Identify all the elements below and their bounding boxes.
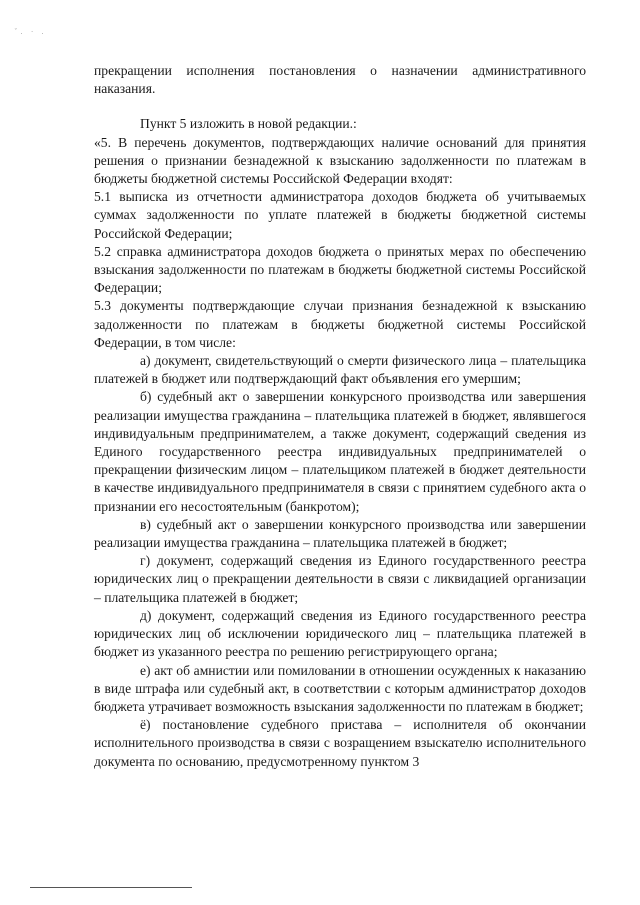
scan-artifact-mark: ˇ. · .	[14, 28, 47, 36]
paragraph-item-5-2: 5.2 справка администратора доходов бюджета о принятых мерах по обеспечению взыскания задолженности по платежам в бюджеты бюджетной системы Российской Федерации;	[94, 243, 586, 296]
paragraph-subitem-yo: ё) постановление судебного пристава – исполнителя об окончании исполнительного производства в связи с возращением взыскателю исполнительного документа по основанию, предусмотренному пунктом 3	[94, 717, 586, 769]
paragraph-subitem-v: в) судебный акт о завершении конкурсного производства или завершении реализации имущества гражданина – плательщика платежей в бюджет;	[94, 516, 586, 551]
paragraph-subitem-d: д) документ, содержащий сведения из Единого государственного реестра юридических лиц об исключении юридического лиц – плательщика платежей в бюджет из указанного реестра по решению регистрирующего органа;	[94, 607, 586, 660]
paragraph-item-5-3: 5.3 документы подтверждающие случаи признания безнадежной к взысканию задолженности по платежам в бюджеты бюджетной системы Российской Федерации, в том числе:	[94, 298, 586, 350]
paragraph-subitem-b: б) судебный акт о завершении конкурсного производства или завершения реализации имущества гражданина – плательщика платежей в бюджет, являвшегося индивидуальным предпринимателем, а также документ, содержащий сведения из Единого государственного реестра индивидуальных предпринимателей о прекращении физическим лицом – плательщиком платежей в бюджет деятельности в качестве индивидуального предпринимателя в связи с принятием судебного акта о признании его несостоятельным (банкротом);	[94, 389, 586, 514]
document-body	[94, 62, 586, 771]
paragraph-amendment-intro: Пункт 5 изложить в новой редакции.:	[140, 116, 357, 132]
paragraph-subitem-e: е) акт об амнистии или помиловании в отношении осужденных к наказанию в виде штрафа или судебный акт, в соответствии с которым администратор доходов бюджета утрачивает возможность взыскания задолженности по платежам в бюджет;	[94, 662, 586, 714]
paragraph-item-5-1: 5.1 выписка из отчетности администратора доходов бюджета об учитываемых суммах задолженности по уплате платежей в бюджеты бюджетной системы Российской Федерации;	[94, 189, 586, 241]
paragraph-item-5: «5. В перечень документов, подтверждающих наличие оснований для принятия решения о признании безнадежной к взысканию задолженности по платежам в бюджеты бюджетной системы Российской Федерации входят:	[94, 134, 586, 187]
paragraph-subitem-g: г) документ, содержащий сведения из Единого государственного реестра юридических лиц о прекращении деятельности в связи с ликвидацией организации – плательщика платежей в бюджет;	[94, 553, 586, 605]
paragraph-continuation: прекращении исполнения постановления о назначении административного наказания.	[94, 63, 586, 97]
footnote-divider	[30, 887, 192, 888]
paragraph-subitem-a: а) документ, свидетельствующий о смерти физического лица – плательщика платежей в бюджет или подтверждающий факт объявления его умершим;	[94, 353, 586, 387]
